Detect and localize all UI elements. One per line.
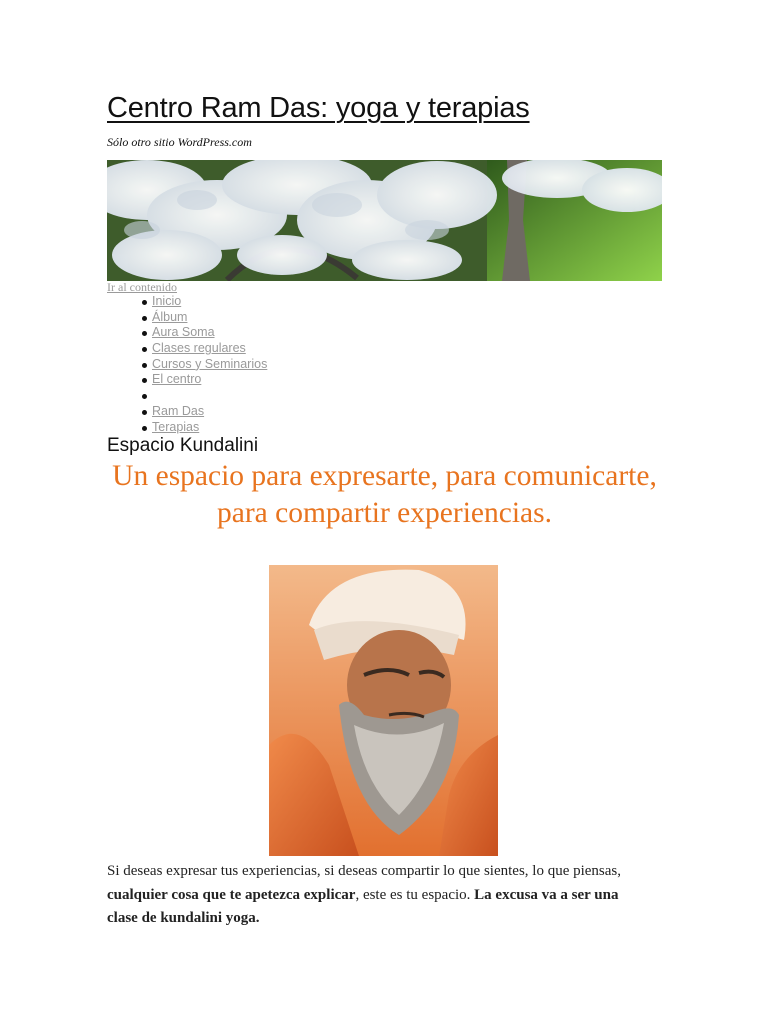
cherry-blossom-image xyxy=(107,160,662,281)
nav-link-album[interactable]: Álbum xyxy=(152,309,188,324)
turbaned-man-photo xyxy=(269,565,498,856)
nav-item-ram-das xyxy=(107,404,267,420)
body-text-bold-2: La excusa va a ser una clase de kundalini yoga. xyxy=(107,886,619,926)
main-nav xyxy=(107,294,267,435)
site-title-link[interactable]: Centro Ram Das: yoga y terapias xyxy=(107,92,530,124)
nav-link-cursos-seminarios[interactable]: Cursos y Seminarios xyxy=(152,356,268,371)
post-body-paragraph xyxy=(107,860,627,931)
header-image xyxy=(107,160,662,281)
nav-item-terapias xyxy=(107,420,267,436)
body-text-part-1: Si deseas expresar tus experiencias, si deseas compartir lo que sientes, lo que piensas, xyxy=(107,863,622,879)
portrait-image xyxy=(269,565,498,856)
nav-item-inicio xyxy=(107,294,267,310)
nav-item-aura-soma xyxy=(107,325,267,341)
nav-link-terapias[interactable]: Terapias xyxy=(152,419,200,434)
nav-link-ram-das[interactable]: Ram Das xyxy=(152,403,205,418)
nav-item-cursos-seminarios xyxy=(107,357,267,373)
post-lead-text: Un espacio para expresarte, para comunicarte, para compartir experiencias. xyxy=(112,460,657,529)
site-title xyxy=(107,92,530,125)
nav-item-clases-regulares xyxy=(107,341,267,357)
body-text-bold-1: cualquier cosa que te apetezca explicar xyxy=(107,886,356,903)
nav-item-empty xyxy=(107,388,267,404)
skip-to-content-link[interactable]: Ir al contenido xyxy=(107,280,177,294)
body-text-part-2: , este es tu espacio. xyxy=(355,886,475,903)
nav-link-clases-regulares[interactable]: Clases regulares xyxy=(152,341,246,356)
post-title: Espacio Kundalini xyxy=(107,435,259,456)
nav-link-aura-soma[interactable]: Aura Soma xyxy=(152,325,215,340)
nav-item-el-centro xyxy=(107,372,267,388)
nav-item-album xyxy=(107,310,267,326)
nav-link-inicio[interactable]: Inicio xyxy=(152,294,182,308)
nav-link-el-centro[interactable]: El centro xyxy=(152,372,202,387)
site-tagline: Sólo otro sitio WordPress.com xyxy=(107,135,252,149)
